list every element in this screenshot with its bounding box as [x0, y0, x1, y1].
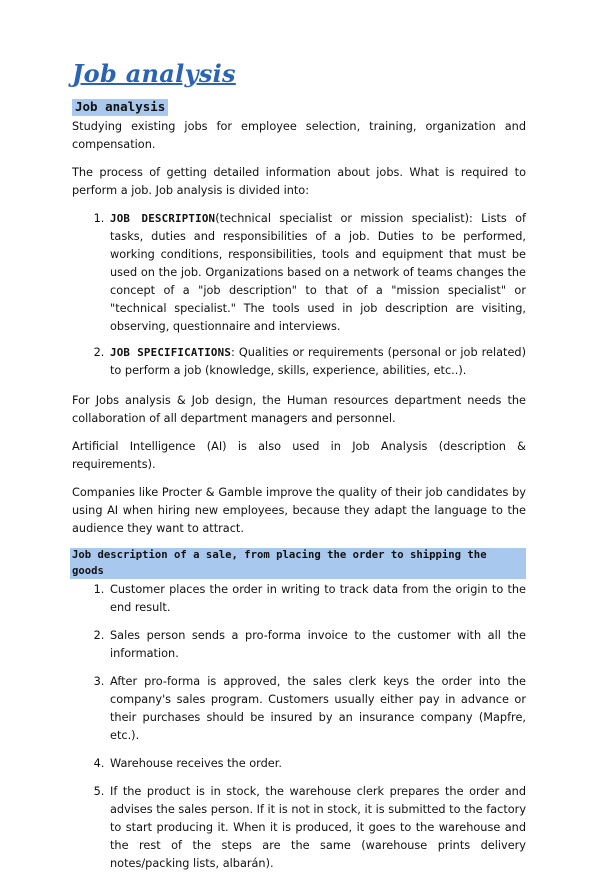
paragraph-ai: Artificial Intelligence (AI) is also used in Job Analysis (description & requirements).: [72, 439, 526, 471]
paragraph-hr: For Jobs analysis & Job design, the Human resources department needs the collaboration of all department managers and personnel.: [72, 393, 526, 425]
sales-step: 5. If the product is in stock, the warehouse clerk prepares the order and advises the sales person. If it is not in stock, it is submitted to the factory to start producing it. When it is produced, it goes to the warehouse and the rest of the steps are the same (warehouse prints delivery notes/packing lists, albarán).: [108, 783, 526, 873]
sales-step: 3. After pro-forma is approved, the sales clerk keys the order into the company's sales program. Customers usually either pay in advance or their purchases should be insured by an insurance company (Mapfre, etc.).: [108, 673, 526, 745]
sales-step: 4. Warehouse receives the order.: [108, 755, 526, 773]
list-item-job-description: [108, 210, 526, 336]
sales-steps-list: [72, 581, 526, 873]
paragraph-procter: Companies like Procter & Gamble improve the quality of their job candidates by using AI when hiring new employees, because they adapt the language to the audience they want to attract.: [72, 485, 526, 535]
paragraph-intro: Studying existing jobs for employee selection, training, organization and compensation.: [72, 119, 526, 151]
page-title: Job analysis: [72, 59, 236, 88]
term-job-specifications: JOB SPECIFICATIONS: [110, 345, 232, 359]
sales-heading: Job description of a sale, from placing the order to shipping the goods: [70, 548, 526, 580]
division-list: [72, 210, 526, 380]
sales-step: 2. Sales person sends a pro-forma invoice to the customer with all the information.: [108, 627, 526, 663]
list-item-job-specifications: [108, 344, 526, 380]
job-specifications-text: : Qualities or requirements (personal or job related) to perform a job (knowledge, skills, experience, abilities, etc..).: [110, 345, 526, 377]
sales-step: 1. Customer places the order in writing to track data from the origin to the end result.: [108, 581, 526, 617]
section-heading: Job analysis: [72, 99, 168, 116]
paragraph-process: The process of getting detailed information about jobs. What is required to perform a job. Job analysis is divided into:: [72, 165, 526, 197]
document-page: [72, 60, 526, 885]
job-description-text: (technical specialist or mission specialist): Lists of tasks, duties and responsibilities of a job. Duties to be performed, working conditions, responsibilities, tools and equipment that must be used on the job. Organizations based on a network of teams changes the concept of a "job description" to that of a "mission specialist" or "technical specialist." The tools used in job description are visiting, observing, questionnaire and interviews.: [110, 211, 526, 333]
term-job-description: JOB DESCRIPTION: [110, 211, 216, 225]
